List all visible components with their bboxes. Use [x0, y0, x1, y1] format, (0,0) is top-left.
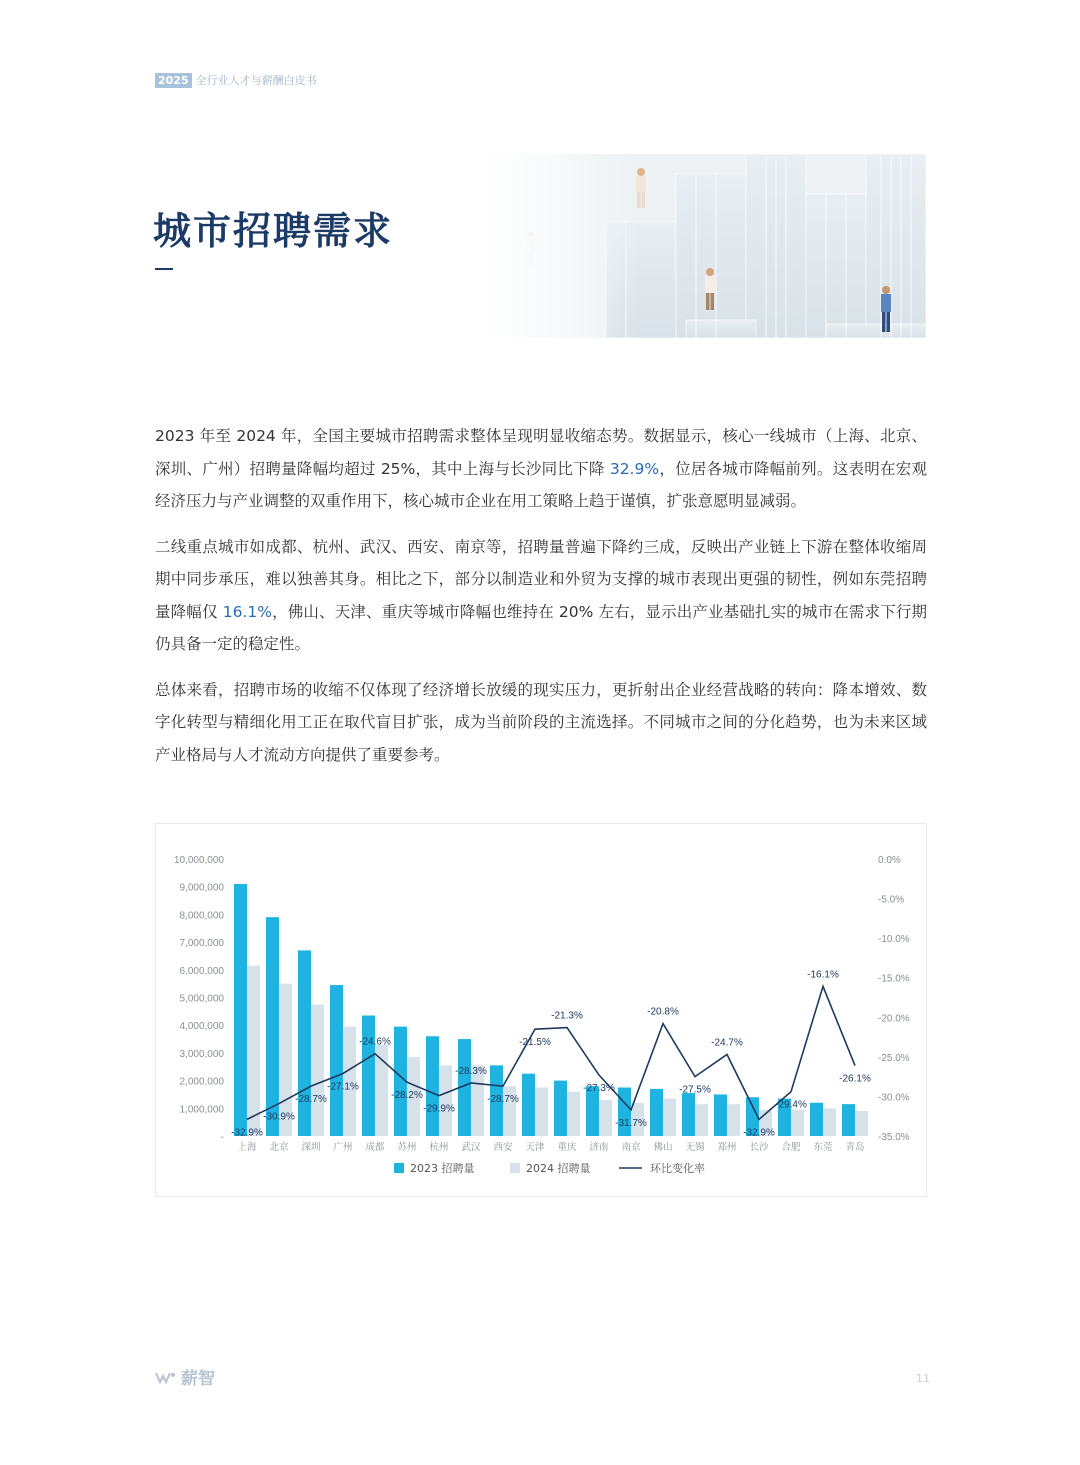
rate-data-label: -27.3% [583, 1083, 615, 1095]
x-axis-tick: 武汉 [461, 1142, 481, 1153]
left-axis-tick: 10,000,000 [173, 855, 224, 866]
bar-2024 [311, 1004, 324, 1136]
left-axis-tick: 3,000,000 [179, 1048, 224, 1060]
bar-2023 [650, 1089, 663, 1136]
rate-data-label: -28.2% [391, 1090, 423, 1102]
legend-swatch-2023 [394, 1163, 404, 1173]
x-axis-tick: 青岛 [845, 1142, 865, 1153]
bar-2023 [426, 1036, 439, 1136]
right-axis-tick: -10.0% [878, 934, 910, 946]
right-axis-tick: 0.0% [878, 855, 901, 866]
rate-data-label: -29.9% [423, 1103, 455, 1115]
legend-swatch-2024 [510, 1163, 520, 1173]
bar-2023 [330, 985, 343, 1136]
x-axis-tick: 深圳 [301, 1142, 321, 1153]
body-text [155, 420, 927, 784]
x-axis-tick: 东莞 [813, 1142, 833, 1153]
x-axis-tick: 南京 [621, 1142, 641, 1153]
bar-2023 [362, 1016, 375, 1136]
x-axis-tick: 济南 [589, 1142, 609, 1153]
left-axis-tick: 8,000,000 [179, 910, 224, 922]
highlight-16-1: 16.1% [222, 602, 272, 621]
paragraph-3 [155, 674, 927, 772]
bar-2023 [554, 1081, 567, 1136]
right-axis-tick: -25.0% [878, 1052, 910, 1064]
left-axis-tick: 5,000,000 [179, 993, 224, 1005]
paragraph-1-text-a: 2023 年至 2024 年，全国主要城市招聘需求整体呈现明显收缩态势。数据显示，核心一线城市（上海、北京、深圳、广州）招聘量降幅均超过 25%，其中上海与长沙同比下降 [155, 427, 927, 478]
footer-logo [155, 1364, 215, 1389]
paragraph-2 [155, 531, 927, 661]
bar-2024 [247, 966, 260, 1136]
right-axis-tick: -15.0% [878, 973, 910, 985]
paragraph-2-text-a: 二线重点城市如成都、杭州、武汉、西安、南京等，招聘量普遍下降约三成，反映出产业链上下游在整体收缩周期中同步承压，难以独善其身。相比之下，部分以制造业和外贸为支撑的城市表现出更强的韧性，例如东莞招聘量降幅仅 [155, 537, 927, 621]
x-axis-tick: 郑州 [717, 1142, 737, 1153]
paragraph-3-text: 总体来看，招聘市场的收缩不仅体现了经济增长放缓的现实压力，更折射出企业经营战略的转向：降本增效、数字化转型与精细化用工正在取代盲目扩张，成为当前阶段的主流选择。不同城市之间的分化趋势，也为未来区域产业格局与人才流动方向提供了重要参考。 [155, 680, 927, 764]
logo-text: 薪智 [181, 1369, 215, 1389]
highlight-32-9: 32.9% [609, 459, 660, 478]
hero-image [486, 154, 926, 338]
bar-2024 [599, 1100, 612, 1136]
logo-icon [155, 1369, 177, 1385]
left-axis-tick: 1,000,000 [179, 1104, 224, 1116]
page-number: 11 [916, 1372, 930, 1385]
left-axis-tick: - [220, 1132, 224, 1143]
rate-data-label: -27.1% [327, 1081, 359, 1093]
rate-data-label: -26.1% [839, 1073, 871, 1085]
bar-2024 [791, 1110, 804, 1136]
bar-2023 [234, 884, 247, 1136]
rate-data-label: -20.8% [647, 1006, 679, 1018]
city-recruitment-chart [156, 824, 926, 1196]
rate-data-label: -21.5% [519, 1037, 551, 1049]
hero-illustration [486, 154, 926, 338]
left-axis-tick: 7,000,000 [179, 938, 224, 950]
rate-data-label: -21.3% [551, 1010, 583, 1022]
x-axis-tick: 上海 [237, 1142, 257, 1153]
bar-2023 [682, 1093, 695, 1136]
left-axis-tick: 6,000,000 [179, 965, 224, 977]
x-axis-tick: 西安 [493, 1142, 513, 1153]
right-axis-tick: -20.0% [878, 1013, 910, 1025]
title-underline [155, 268, 173, 270]
x-axis-tick: 广州 [333, 1142, 353, 1153]
bar-2023 [810, 1103, 823, 1136]
bar-2024 [375, 1045, 388, 1136]
paragraph-1-text-b: ，位居各城市降幅前列。这表明在宏观经济压力与产业调整的双重作用下，核心城市企业在用工策略上趋于谨慎，扩张意愿明显减弱。 [155, 459, 927, 510]
bar-2024 [567, 1092, 580, 1136]
x-axis-tick: 北京 [269, 1142, 289, 1153]
rate-data-label: -29.4% [775, 1099, 807, 1111]
rate-data-label: -24.6% [359, 1036, 391, 1048]
right-axis-tick: -35.0% [878, 1132, 910, 1143]
x-axis-tick: 苏州 [397, 1142, 417, 1153]
rate-data-label: -28.7% [295, 1094, 327, 1106]
paragraph-1 [155, 420, 927, 518]
rate-data-label: -31.7% [615, 1117, 647, 1129]
x-axis-tick: 佛山 [653, 1142, 673, 1153]
page-header [155, 72, 317, 88]
bar-2023 [522, 1074, 535, 1136]
bar-2023 [298, 950, 311, 1136]
bar-2024 [535, 1088, 548, 1136]
bar-2023 [266, 917, 279, 1136]
rate-data-label: -24.7% [711, 1037, 743, 1049]
x-axis-tick: 重庆 [557, 1142, 577, 1153]
paragraph-2-text-b: ，佛山、天津、重庆等城市降幅也维持在 20% 左右，显示出产业基础扎实的城市在需求下行期仍具备一定的稳定性。 [155, 602, 928, 653]
right-axis-tick: -30.0% [878, 1092, 910, 1104]
x-axis-tick: 天津 [525, 1142, 545, 1153]
chart-container [155, 823, 927, 1197]
rate-data-label: -32.9% [231, 1127, 263, 1139]
x-axis-tick: 长沙 [749, 1142, 769, 1153]
page-title: 城市招聘需求 [153, 208, 394, 253]
x-axis-tick: 无锡 [685, 1142, 705, 1153]
bar-2024 [823, 1108, 836, 1136]
rate-data-label: -30.9% [263, 1111, 295, 1123]
left-axis-tick: 2,000,000 [179, 1076, 224, 1088]
bar-2024 [727, 1104, 740, 1136]
bar-2024 [439, 1065, 452, 1136]
x-axis-tick: 合肥 [781, 1142, 801, 1153]
x-axis-tick: 成都 [365, 1142, 385, 1153]
bar-2024 [855, 1111, 868, 1136]
rate-data-label: -28.7% [487, 1094, 519, 1106]
left-axis-tick: 9,000,000 [179, 882, 224, 894]
legend-label-rate: 环比变化率 [650, 1162, 705, 1175]
rate-data-label: -16.1% [807, 969, 839, 981]
x-axis-tick: 杭州 [429, 1142, 449, 1153]
rate-data-label: -28.3% [455, 1065, 487, 1077]
legend-label-2023: 2023 招聘量 [410, 1162, 475, 1175]
bar-2024 [695, 1104, 708, 1136]
legend-label-2024: 2024 招聘量 [526, 1162, 591, 1175]
right-axis-tick: -5.0% [878, 894, 905, 906]
rate-data-label: -27.5% [679, 1084, 711, 1096]
header-subtitle: 全行业人才与薪酬白皮书 [195, 74, 317, 87]
bar-2023 [842, 1104, 855, 1136]
bar-2024 [663, 1099, 676, 1136]
left-axis-tick: 4,000,000 [179, 1021, 224, 1033]
bar-2023 [714, 1094, 727, 1136]
header-year: 2025 [155, 73, 192, 88]
rate-data-label: -32.9% [743, 1127, 775, 1139]
